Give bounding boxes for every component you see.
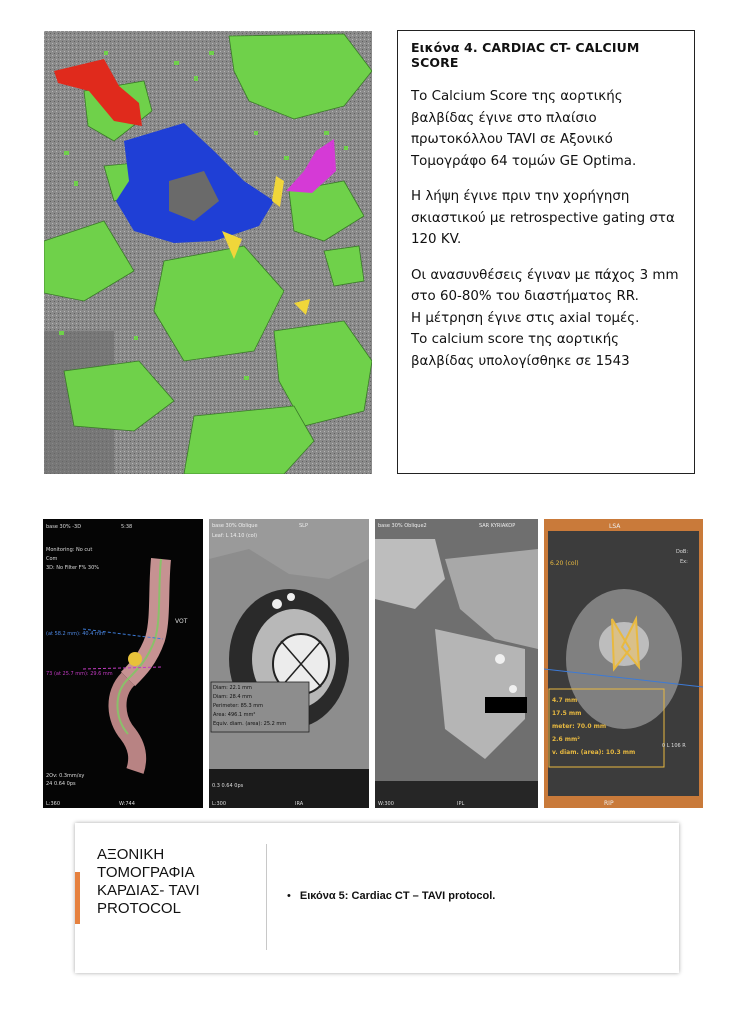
ct1-measure2: 73 (at 25.7 mm): 29.6 mm: [46, 671, 113, 677]
ct1-foot4: W:744: [119, 801, 135, 807]
ct1-line3: 3D: No Filter F% 30%: [46, 565, 99, 571]
figure4-paragraph: Η μέτρηση έγινε στις axial τομές.: [411, 310, 640, 326]
ct1-measure1: (at 58.2 mm): 40.4 mm: [46, 631, 105, 637]
ct4-bottom-label: RIP: [604, 800, 614, 807]
ct4-measure3: meter: 70.0 mm: [552, 723, 607, 730]
ct-oblique2-image: [375, 519, 538, 808]
ct1-line1: Monitoring: No cut: [46, 547, 93, 553]
caption-bullet-item: [287, 890, 495, 902]
ct2-header-left: base 30% Oblique: [212, 523, 258, 529]
ct2-result3: Perimeter: 85.3 mm: [213, 703, 264, 709]
ct1-line2: Com: [46, 556, 58, 562]
ct4-measure5: v. diam. (area): 10.3 mm: [552, 749, 636, 756]
ct3-header-right: SAR KYRIAKOP: [479, 523, 516, 529]
ct4-measure2: 17.5 mm: [552, 710, 582, 717]
ct2-header2: Leaf: L 14.10 (col): [212, 533, 258, 539]
info-text-box: [397, 30, 695, 474]
ct2-foot2: L:300: [212, 801, 227, 807]
caption-accent-bar: [75, 872, 80, 924]
ct2-result4: Area: 496.1 mm²: [213, 712, 256, 718]
ct1-tag: VOT: [175, 618, 188, 625]
caption-divider: [266, 844, 267, 950]
ct4-right-label: 0 L 106 R: [662, 743, 686, 749]
ct1-foot3: L:360: [46, 801, 61, 807]
ct2-result5: Equiv. diam. (area): 25.2 mm: [213, 721, 287, 727]
ct2-result2: Diam: 28.4 mm: [213, 694, 252, 700]
ct4-side2: Ex:: [680, 559, 688, 565]
ct-annulus-oblique-image: [209, 519, 369, 808]
figure4-paragraph: Η λήψη έγινε πριν την χορήγηση σκιαστικού με retrospective gating στα 120 KV.: [411, 189, 675, 247]
ct2-foot3: IRA: [295, 801, 304, 807]
ct3-header-left: base 30% Oblique2: [378, 523, 427, 529]
caption-bullet-text: Εικόνα 5: Cardiac CT – TAVI protocol.: [299, 890, 496, 902]
figure4-paragraph: Το calcium score της αορτικής βαλβίδας υπολογίσθηκε σε 1543: [411, 332, 630, 369]
ct4-value: 6.20 (col): [550, 560, 579, 567]
figure4-paragraph: Οι ανασυνθέσεις έγιναν με πάχος 3 mm στο 60-80% του διαστήματος RR.: [411, 267, 679, 304]
ct1-header-left: base 30% -3D: [46, 524, 82, 530]
bullet-icon: •: [287, 890, 291, 902]
figure4-title: Εικόνα 4. CARDIAC CT- CALCIUM SCORE: [411, 40, 640, 70]
ct-lvot-measure-image: [544, 519, 703, 808]
ct1-foot1: 2Ov: 0.3mm/xy: [46, 773, 85, 779]
ct2-foot1: 0.3 0.64 0ps: [212, 783, 244, 789]
ct1-foot2: 24 0.64 0ps: [46, 781, 76, 787]
figure4-paragraph: Το Calcium Score της αορτικής βαλβίδας έγινε στο πλαίσιο πρωτοκόλλου TAVI σε Αξονικό Τομογράφο 64 τομών GE Optima.: [411, 89, 637, 169]
ct3-foot2: IPL: [457, 801, 465, 807]
caption-card: [75, 823, 679, 973]
calcium-score-ct-image: [44, 31, 372, 474]
ct4-top-label: LSA: [609, 523, 621, 530]
ct4-measure4: 2.6 mm²: [552, 736, 580, 743]
ct-3d-aorta-image: [43, 519, 203, 808]
ct2-result1: Diam: 22.1 mm: [213, 685, 252, 691]
ct4-measure1: 4.7 mm: [552, 697, 578, 704]
ct1-header-right: 5:38: [121, 524, 133, 530]
caption-title: ΑΞΟΝΙΚΗ ΤΟΜΟΓΡΑΦΙΑ ΚΑΡΔΙΑΣ- TAVI PROTOCOL: [97, 846, 200, 917]
ct2-header-right: SLP: [299, 523, 308, 529]
ct3-foot1: W:300: [378, 801, 394, 807]
ct4-side1: DoB:: [676, 549, 689, 555]
